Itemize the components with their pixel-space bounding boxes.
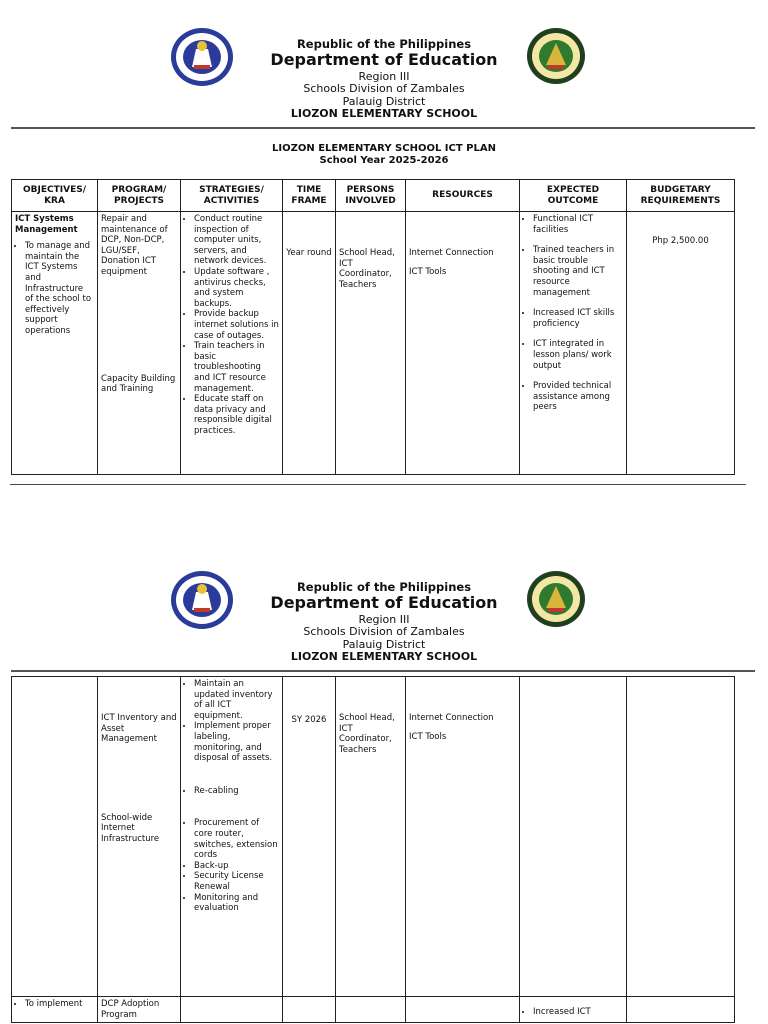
republic-line: Republic of the Philippines [296, 580, 472, 594]
resource-item: Internet Connection [409, 248, 494, 258]
activity-item: • Implement proper labeling, monitoring, and disposal of assets. [194, 721, 279, 763]
school-seal-icon [526, 27, 586, 85]
ict-plan-table-page2 [11, 676, 735, 1023]
school-seal-icon [526, 570, 586, 628]
outcome-cell [520, 212, 627, 475]
district-line: Palauig District [342, 638, 426, 651]
activity-item: • Conduct routine inspection of computer units, servers, and network devices. [194, 214, 279, 267]
objective-cell [12, 677, 98, 997]
activity-item: • Procurement of core router, switches, extension cords [194, 818, 279, 860]
page1-header-rule [11, 127, 755, 129]
activity-item: • Train teachers in basic troubleshooting and ICT resource management. [194, 341, 279, 394]
objective-cell [12, 997, 98, 1023]
outcome-item: • ICT integrated in lesson plans/ work output [533, 339, 623, 371]
persons-cell [336, 677, 406, 997]
plan-title: LIOZON ELEMENTARY SCHOOL ICT PLAN [272, 143, 496, 154]
resource-item: Internet Connection [409, 713, 494, 723]
program-inventory: ICT Inventory and Asset Management [101, 713, 177, 745]
persons-value: School Head, ICT Coordinator, Teachers [339, 248, 395, 290]
program-cell [98, 997, 181, 1023]
col-program: PROGRAM/ PROJECTS [98, 180, 181, 212]
plan-year: School Year 2025-2026 [319, 155, 449, 166]
activity-item: • Educate staff on data privacy and responsible digital practices. [194, 394, 279, 436]
division-line: Schools Division of Zambales [303, 82, 465, 95]
outcome-cell [520, 997, 627, 1023]
activity-item: • Update software , antivirus checks, and system backups. [194, 267, 279, 309]
table-header-row [12, 180, 735, 212]
program-capacity: Capacity Building and Training [101, 373, 176, 395]
resources-cell [406, 212, 520, 475]
outcome-item: • Trained teachers in basic trouble shooting and ICT resource management [533, 245, 623, 298]
division-line: Schools Division of Zambales [303, 625, 465, 638]
page2-header-rule [11, 670, 755, 672]
col-persons: PERSONS INVOLVED [336, 180, 406, 212]
ict-plan-table-page1 [11, 179, 735, 475]
activities-cell [181, 212, 283, 475]
school-line: LIOZON ELEMENTARY SCHOOL [290, 650, 478, 663]
table-row [12, 997, 735, 1023]
outcome-item: • Provided technical assistance among peers [533, 381, 623, 413]
resource-item: ICT Tools [409, 266, 447, 277]
col-time-frame: TIME FRAME [283, 180, 336, 212]
table-row [12, 212, 735, 475]
activity-item: • Provide backup internet solutions in case of outages. [194, 309, 279, 341]
outcome-item: • Increased ICT [533, 1007, 623, 1018]
resources-cell [406, 997, 520, 1023]
persons-cell [336, 997, 406, 1023]
program-cell [98, 677, 181, 997]
republic-line: Republic of the Philippines [296, 37, 472, 51]
col-outcome: EXPECTED OUTCOME [520, 180, 627, 212]
program-cell [98, 212, 181, 475]
school-line: LIOZON ELEMENTARY SCHOOL [290, 107, 478, 120]
outcome-item: • Functional ICT facilities [533, 214, 623, 235]
resources-cell [406, 677, 520, 997]
time-frame-cell [283, 677, 336, 997]
col-strategies: STRATEGIES/ ACTIVITIES [181, 180, 283, 212]
time-frame-value: SY 2026 [291, 715, 327, 725]
activities-cell [181, 997, 283, 1023]
persons-value: School Head, ICT Coordinator, Teachers [339, 713, 395, 755]
activity-item: • Monitoring and evaluation [194, 893, 279, 914]
region-line: Region III [358, 70, 410, 83]
resource-item: ICT Tools [409, 731, 447, 742]
department-line: Department of Education [270, 593, 498, 612]
budget-value: Php 2,500.00 [652, 236, 709, 246]
program-repair: Repair and maintenance of DCP, Non-DCP, LGU/SEF, Donation ICT equipment [101, 214, 168, 277]
outcome-cell [520, 677, 627, 997]
budget-cell [627, 677, 735, 997]
activity-item: • Back-up [194, 861, 279, 872]
activity-item: • Maintain an updated inventory of all ICT equipment. [194, 679, 279, 721]
objective-text: • To manage and maintain the ICT Systems and Infrastructure of the school to effectively support operations [25, 241, 94, 336]
time-frame-value: Year round [286, 248, 332, 258]
program-internet: School-wide Internet Infrastructure [101, 812, 160, 844]
district-line: Palauig District [342, 95, 426, 108]
col-objectives: OBJECTIVES/ KRA [12, 180, 98, 212]
program-dcp: DCP Adoption Program [101, 999, 160, 1020]
objective-text: • To implement [25, 999, 94, 1010]
col-resources: RESOURCES [406, 180, 520, 212]
outcome-item: • Increased ICT skills proficiency [533, 308, 623, 329]
budget-cell [627, 212, 735, 475]
table-row [12, 677, 735, 997]
activity-item: • Re-cabling [194, 786, 279, 797]
activities-cell [181, 677, 283, 997]
time-frame-cell [283, 997, 336, 1023]
persons-cell [336, 212, 406, 475]
objective-cell [12, 212, 98, 475]
department-line: Department of Education [270, 50, 498, 69]
region-line: Region III [358, 613, 410, 626]
budget-cell [627, 997, 735, 1023]
kra-title: ICT Systems Management [15, 214, 78, 235]
col-budget: BUDGETARY REQUIREMENTS [627, 180, 735, 212]
time-frame-cell [283, 212, 336, 475]
activity-item: • Security License Renewal [194, 871, 279, 892]
page1-bottom-rule [10, 484, 746, 485]
